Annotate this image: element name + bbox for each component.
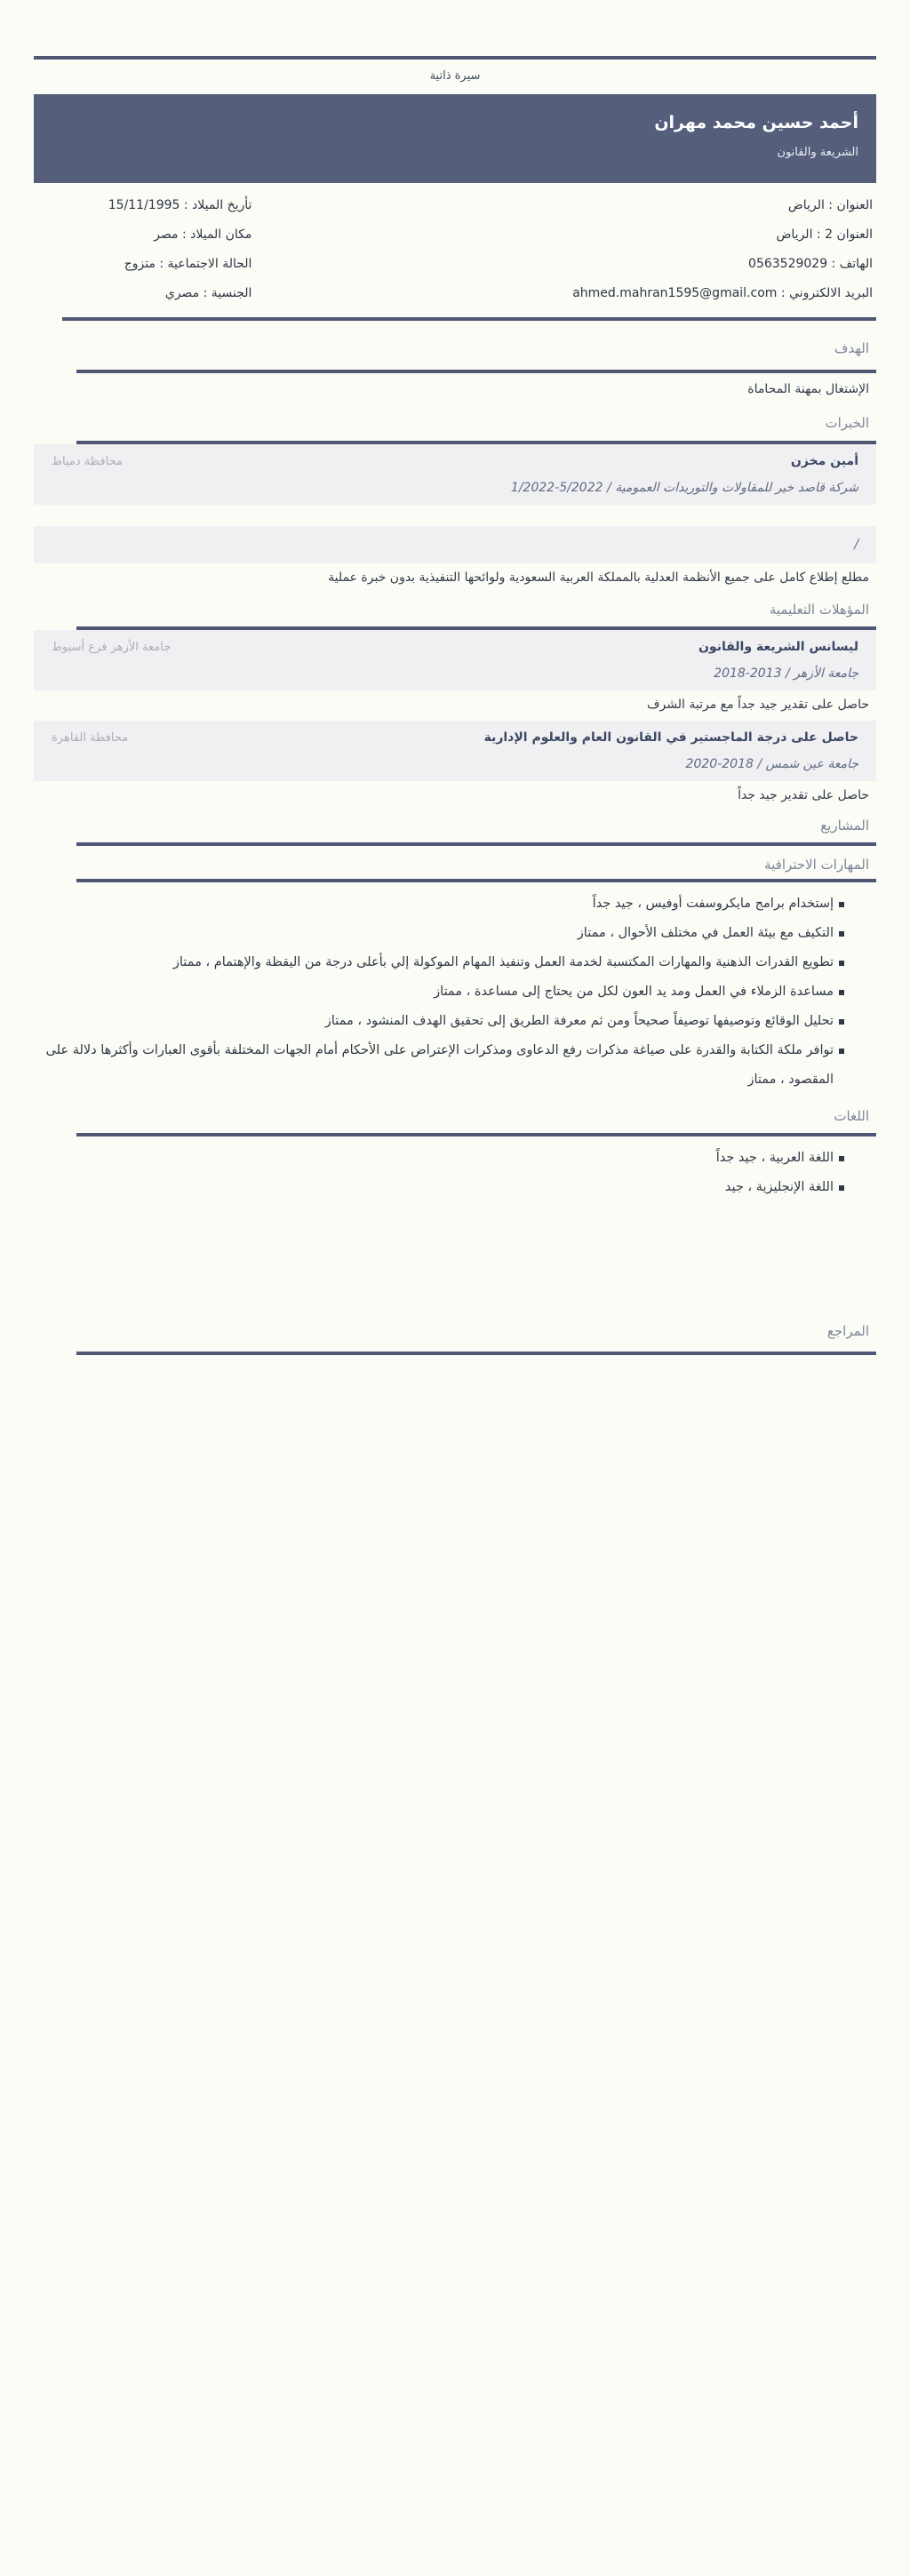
skill-item — [34, 977, 876, 1007]
language-item — [34, 1173, 876, 1202]
bullet-square-icon — [839, 990, 844, 995]
education-entry-head — [52, 728, 858, 748]
section-objective-title: الهدف — [834, 340, 869, 356]
candidate-field: الشريعة والقانون — [777, 146, 858, 159]
section-languages — [34, 1106, 876, 1202]
section-divider — [76, 879, 876, 882]
bullet-square-icon — [839, 961, 844, 966]
section-divider — [76, 370, 876, 373]
languages-list — [34, 1144, 876, 1202]
education-entry — [34, 721, 876, 781]
education-degree: حاصل على درجة الماجستير في القانون العام والعلوم الإدارية — [483, 730, 858, 745]
contact-info — [34, 191, 876, 308]
bullet-square-icon — [839, 902, 844, 907]
skill-text: التكيف مع بيئة العمل في مختلف الأحوال ، ممتاز — [577, 926, 834, 940]
experience-company-dates: / — [854, 538, 858, 552]
bullet-square-icon — [839, 1156, 844, 1161]
section-education-title: المؤهلات التعليمية — [769, 602, 869, 618]
education-school-dates: جامعة الأزهر / 2013-2018 — [714, 666, 858, 681]
bullet-square-icon — [839, 1185, 844, 1191]
section-projects-title: المشاريع — [820, 817, 869, 833]
experience-entry — [34, 444, 876, 505]
top-divider — [34, 56, 876, 60]
experience-description: مطلع إطلاع كامل على جميع الأنظمة العدلية بالمملكة العربية السعودية ولوائحها التنفيذية بدون خبرة عملية — [328, 570, 869, 585]
skill-text: تحليل الوقائع وتوصيفها توصيفاً صحيحاً ومن ثم معرفة الطريق إلى تحقيق الهدف المنشود ، ممتاز — [324, 1014, 834, 1028]
bullet-square-icon — [839, 1019, 844, 1025]
candidate-name: أحمد حسين محمد مهران — [654, 113, 858, 132]
section-references-title: المراجع — [826, 1323, 869, 1339]
section-skills — [34, 855, 876, 1095]
bullet-square-icon — [839, 931, 844, 937]
contact-marital-status: الحالة الاجتماعية : متزوج — [124, 257, 252, 271]
language-text: اللغة العربية ، جيد جداً — [715, 1151, 834, 1165]
contact-address: العنوان : الرياض — [787, 198, 873, 212]
education-school-dates: جامعة عين شمس / 2018-2020 — [685, 757, 858, 771]
contact-nationality: الجنسية : مصري — [164, 286, 252, 300]
experience-entry — [34, 526, 876, 563]
cv-content — [34, 56, 876, 1355]
skill-item — [34, 948, 876, 977]
section-projects — [34, 816, 876, 846]
contact-address2: العنوان 2 : الرياض — [776, 227, 873, 242]
contact-row — [34, 191, 876, 220]
skill-text: مساعدة الزملاء في العمل ومد يد العون لكل من يحتاج إلى مساعدة ، ممتاز — [434, 985, 834, 999]
section-divider — [76, 842, 876, 846]
section-objective — [34, 339, 876, 399]
education-description: حاصل على تقدير جيد جداً — [738, 788, 869, 802]
section-education — [34, 600, 876, 805]
section-experience-title: الخبرات — [825, 415, 869, 431]
contact-birth-place: مكان الميلاد : مصر — [154, 227, 252, 242]
skill-text: تطويع القدرات الذهنية والمهارات المكتسبة لخدمة العمل وتنفيذ المهام الموكولة إلي بأعلى درجة من اليقظة والإهتمام ، ممتاز — [172, 955, 834, 969]
contact-phone: الهاتف : 0563529029 — [748, 257, 873, 271]
bullet-square-icon — [839, 1049, 844, 1054]
education-entry — [34, 630, 876, 690]
section-divider — [76, 1133, 876, 1136]
skills-list — [34, 889, 876, 1095]
skill-item — [34, 1007, 876, 1036]
education-location: جامعة الأزهر فرع أسيوط — [52, 641, 172, 654]
education-description: حاصل على تقدير جيد جداً مع مرتبة الشرف — [647, 698, 869, 712]
section-divider — [76, 1352, 876, 1355]
education-entry-head — [52, 637, 858, 658]
experience-entry-head — [52, 451, 858, 472]
contact-divider — [62, 317, 876, 321]
section-experience — [34, 413, 876, 587]
header-card — [34, 94, 876, 183]
contact-row — [34, 250, 876, 279]
section-references — [34, 1321, 876, 1355]
experience-location: محافظة دمياط — [52, 455, 123, 468]
contact-email: البريد الالكتروني : ahmed.mahran1595@gmail.com — [572, 286, 873, 300]
objective-text: الإشتغال بمهنة المحاماة — [747, 382, 869, 396]
experience-company-dates: شركة قاصد خير للمقاولات والتوريدات العمومية / 5/2022-1/2022 — [510, 481, 858, 495]
skill-text: إستخدام برامج مايكروسفت أوفيس ، جيد جداً — [592, 897, 834, 911]
experience-role: أمين مخزن — [790, 454, 858, 468]
skill-item — [34, 889, 876, 919]
section-languages-title: اللغات — [834, 1108, 869, 1124]
language-text: اللغة الإنجليزية ، جيد — [724, 1180, 834, 1194]
section-skills-title: المهارات الاحترافية — [764, 857, 869, 873]
language-item — [34, 1144, 876, 1173]
document-type-label: سيرة ذاتية — [429, 69, 481, 83]
contact-birth-date: تأريخ الميلاد : 15/11/1995 — [108, 198, 252, 212]
contact-row — [34, 279, 876, 308]
skill-item — [34, 919, 876, 948]
skill-text: توافر ملكة الكتابة والقدرة على صياغة مذكرات رفع الدعاوى ومذكرات الإعتراض على الأحكام أمام الجهات المختلفة بأقوى العبارات وأكثرها دلالة على المقصود ، ممتاز — [45, 1043, 834, 1087]
skill-item — [34, 1036, 876, 1095]
education-degree: ليسانس الشريعة والقانون — [698, 640, 858, 654]
contact-row — [34, 220, 876, 250]
education-location: محافظة القاهرة — [52, 731, 129, 745]
